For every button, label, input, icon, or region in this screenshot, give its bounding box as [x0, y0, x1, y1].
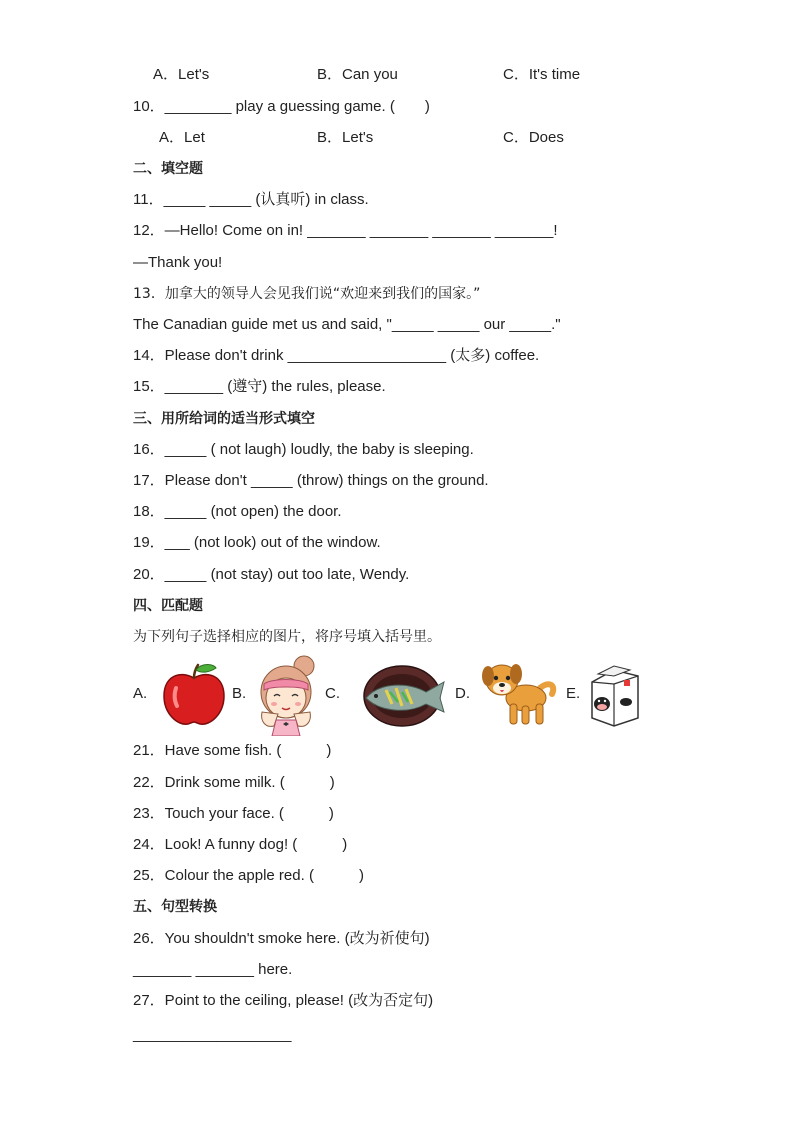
q9-option-c: C．It's time: [503, 66, 581, 83]
question-12-reply: —Thank you!: [133, 254, 223, 271]
question-18: 18．_____ (not open) the door.: [133, 503, 342, 520]
fish-dish-icon: [356, 662, 448, 728]
question-13: The Canadian guide met us and said, "_____ _____ our _____.": [133, 316, 561, 333]
milk-carton-icon: [584, 662, 646, 728]
section-4-title: 四、匹配题: [133, 598, 203, 614]
question-16: 16．_____ ( not laugh) loudly, the baby is sleeping.: [133, 441, 474, 458]
q9-option-a: A．Let's: [153, 66, 210, 83]
question-14: 14．Please don't drink ___________________ (太多) coffee.: [133, 347, 540, 364]
girl-face-icon: [254, 654, 318, 736]
question-23: 23．Touch your face. ( ): [133, 805, 334, 822]
q9-option-b: B．Can you: [317, 66, 398, 83]
q10-option-b: B．Let's: [317, 129, 374, 146]
question-19: 19．___ (not look) out of the window.: [133, 534, 381, 551]
section-3-title: 三、用所给词的适当形式填空: [133, 411, 315, 427]
question-27: 27．Point to the ceiling, please! (改为否定句): [133, 992, 434, 1009]
question-26-answer: _______ _______ here.: [133, 961, 293, 978]
picture-label-d: D.: [455, 685, 470, 702]
question-17: 17．Please don't _____ (throw) things on the ground.: [133, 472, 489, 489]
question-22: 22．Drink some milk. ( ): [133, 774, 335, 791]
section-2-title: 二、填空题: [133, 161, 203, 177]
section-5-title: 五、句型转换: [133, 899, 217, 915]
question-11: 11．_____ _____ (认真听) in class.: [133, 191, 369, 208]
picture-label-a: A.: [133, 685, 148, 702]
question-26: 26．You shouldn't smoke here. (改为祈使句): [133, 930, 430, 947]
question-20: 20．_____ (not stay) out too late, Wendy.: [133, 566, 410, 583]
question-15: 15．_______ (遵守) the rules, please.: [133, 378, 386, 395]
q10-option-c: C．Does: [503, 129, 564, 146]
picture-label-b: B.: [232, 685, 247, 702]
question-25: 25．Colour the apple red. ( ): [133, 867, 364, 884]
question-24: 24．Look! A funny dog! ( ): [133, 836, 348, 853]
q10-option-a: A．Let: [159, 129, 205, 146]
section-4-instruction: 为下列句子选择相应的图片，将序号填入括号里。: [133, 629, 441, 645]
apple-icon: [160, 662, 228, 728]
question-10: 10．________ play a guessing game. ( ): [133, 98, 430, 115]
picture-label-e: E.: [566, 685, 581, 702]
question-21: 21．Have some fish. ( ): [133, 742, 332, 759]
question-12: 12．—Hello! Come on in! _______ _______ _______ _______!: [133, 222, 558, 239]
question-27-answer-line: ___________________: [133, 1026, 292, 1043]
question-13-chinese: 13．加拿大的领导人会见我们说“欢迎来到我们的国家。”: [133, 286, 481, 302]
dog-icon: [480, 658, 560, 728]
picture-label-c: C.: [325, 685, 340, 702]
